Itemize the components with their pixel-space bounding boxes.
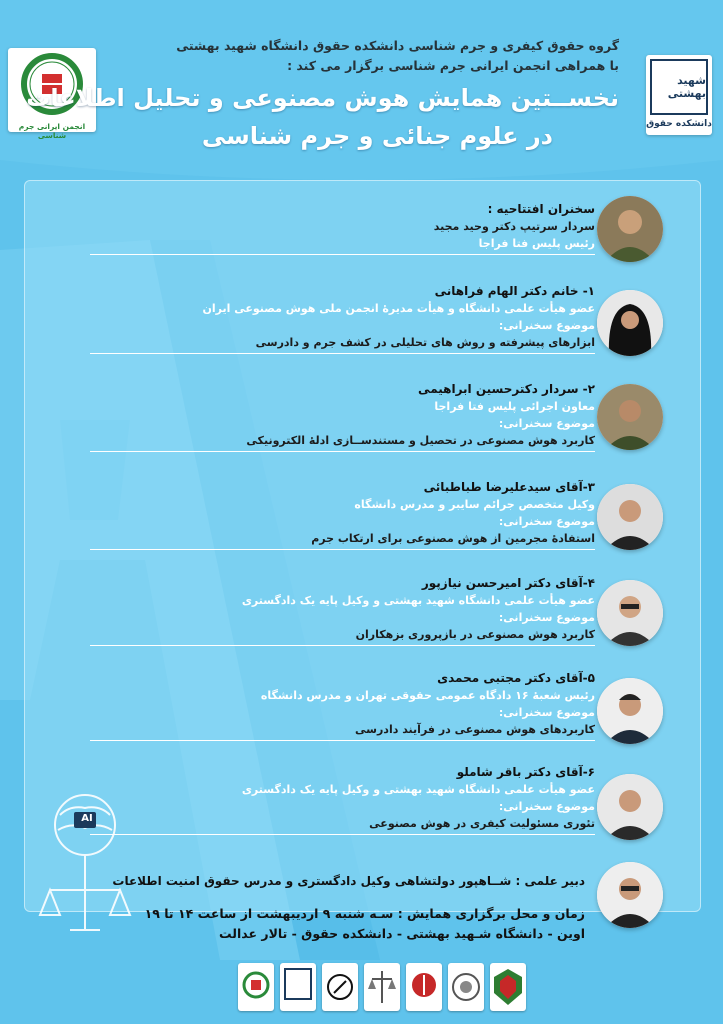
speaker-divider [90,549,595,550]
speaker-photo [597,196,663,262]
speaker-photo [597,484,663,550]
speaker-line: موضوع سخنرانی: [498,319,595,332]
speaker-topic: تئوری مسئولیت کیفری در هوش مصنوعی [369,817,595,830]
speaker-line: رئیس پلیس فتا فراجا [478,237,595,250]
conference-title: نخســتین همایش هوش مصنوعی و تحلیل اطلاعات [26,84,619,112]
secretary-photo [597,862,663,928]
event-location: اوین - دانشگاه شـهید بهشتی - دانشکده حقوق - تالار عدالت [219,926,585,941]
speaker-photo [597,290,663,356]
speaker-divider [90,740,595,741]
speaker-divider [90,353,595,354]
speaker-line: سردار سرتیپ دکتر وحید مجید [433,220,595,233]
speaker-photo [597,774,663,840]
speaker-line: موضوع سخنرانی: [498,800,595,813]
sponsor-logo [322,963,358,1011]
speaker-name: ۵-آقای دکتر مجتبی محمدی [437,671,595,685]
speaker-line: وکیل متخصص جرائم سایبر و مدرس دانشگاه [354,498,595,511]
scientific-secretary: دبیر علمی : شــاهپور دولتشاهی وکیل دادگستری و مدرس حقوق امنیت اطلاعات [112,874,585,888]
speaker-topic: کاربرد هوش مصنوعی در بازپروری بزهکاران [355,628,595,641]
speaker-divider [90,254,595,255]
faculty-logo-word: شهید بهشتی [667,74,706,100]
speaker-name: ۳-آقای سیدعلیرضا طباطبائی [423,480,595,494]
speaker-divider [90,834,595,835]
event-time: زمان و محل برگزاری همایش : سـه شنبه ۹ اردیبهشت از ساعت ۱۴ تا ۱۹ [144,906,585,921]
speaker-divider [90,645,595,646]
speaker-name: ۲- سردار دکترحسین ابراهیمی [418,382,595,396]
speaker-photo [597,678,663,744]
speaker-photo [597,384,663,450]
speaker-topic: کاربرد هوش مصنوعی در تحصیل و مستندســازی ادلۀ الکترونیکی [246,434,595,447]
speaker-line: عضو هیأت علمی دانشگاه و هیأت مدیرۀ انجمن ملی هوش مصنوعی ایران [202,302,595,315]
faculty-logo-caption: دانشکده حقوق [646,119,712,129]
speaker-name: ۴-آقای دکتر امیرحسن نیازپور [421,576,595,590]
sponsor-logo [364,963,400,1011]
sponsor-logo [406,963,442,1011]
speaker-line: رئیس شعبۀ ۱۶ دادگاه عمومی حقوقی تهران و مدرس دانشگاه [260,689,595,702]
speaker-name: سخنران افتتاحیه : [487,202,595,216]
criminology-logo-caption: انجمن ایرانی جرم شناسی [18,122,86,140]
sponsor-logo [448,963,484,1011]
speaker-name: ۶-آقای دکتر باقر شاملو [456,765,595,779]
speaker-line: موضوع سخنرانی: [498,706,595,719]
conference-subtitle: در علوم جنائی و جرم شناسی [201,122,553,150]
footer-sponsor-logos [238,963,486,1013]
speaker-topic: استفادۀ مجرمین از هوش مصنوعی برای ارتکاب جرم [311,532,595,545]
speaker-line: موضوع سخنرانی: [498,417,595,430]
header-organizer-line: گروه حقوق کیفری و جرم شناسی دانشکده حقوق دانشگاه شهید بهشتی [176,38,619,53]
speaker-divider [90,451,595,452]
speaker-topic: کاربردهای هوش مصنوعی در فرآیند دادرسی [355,723,595,736]
speaker-line: عضو هیأت علمی دانشگاه شهید بهشتی و وکیل پایه یک دادگستری [241,594,595,607]
speaker-name: ۱- خانم دکتر الهام فراهانی [434,284,595,298]
speaker-photo [597,580,663,646]
faculty-of-law-logo [646,55,712,135]
speaker-line: عضو هیأت علمی دانشگاه شهید بهشتی و وکیل پایه یک دادگستری [241,783,595,796]
sponsor-logo [238,963,274,1011]
speaker-line: موضوع سخنرانی: [498,515,595,528]
sponsor-logo [280,963,316,1011]
sponsor-logo [490,963,526,1011]
speaker-line: موضوع سخنرانی: [498,611,595,624]
header-partner-line: با همراهی انجمن ایرانی جرم شناسی برگزار می کند : [287,58,619,73]
speaker-topic: ابزارهای پیشرفته و روش های تحلیلی در کشف جرم و دادرسی [255,336,595,349]
ai-icon-label: AI [81,813,93,824]
speaker-line: معاون اجرائی پلیس فتا فراجا [434,400,595,413]
